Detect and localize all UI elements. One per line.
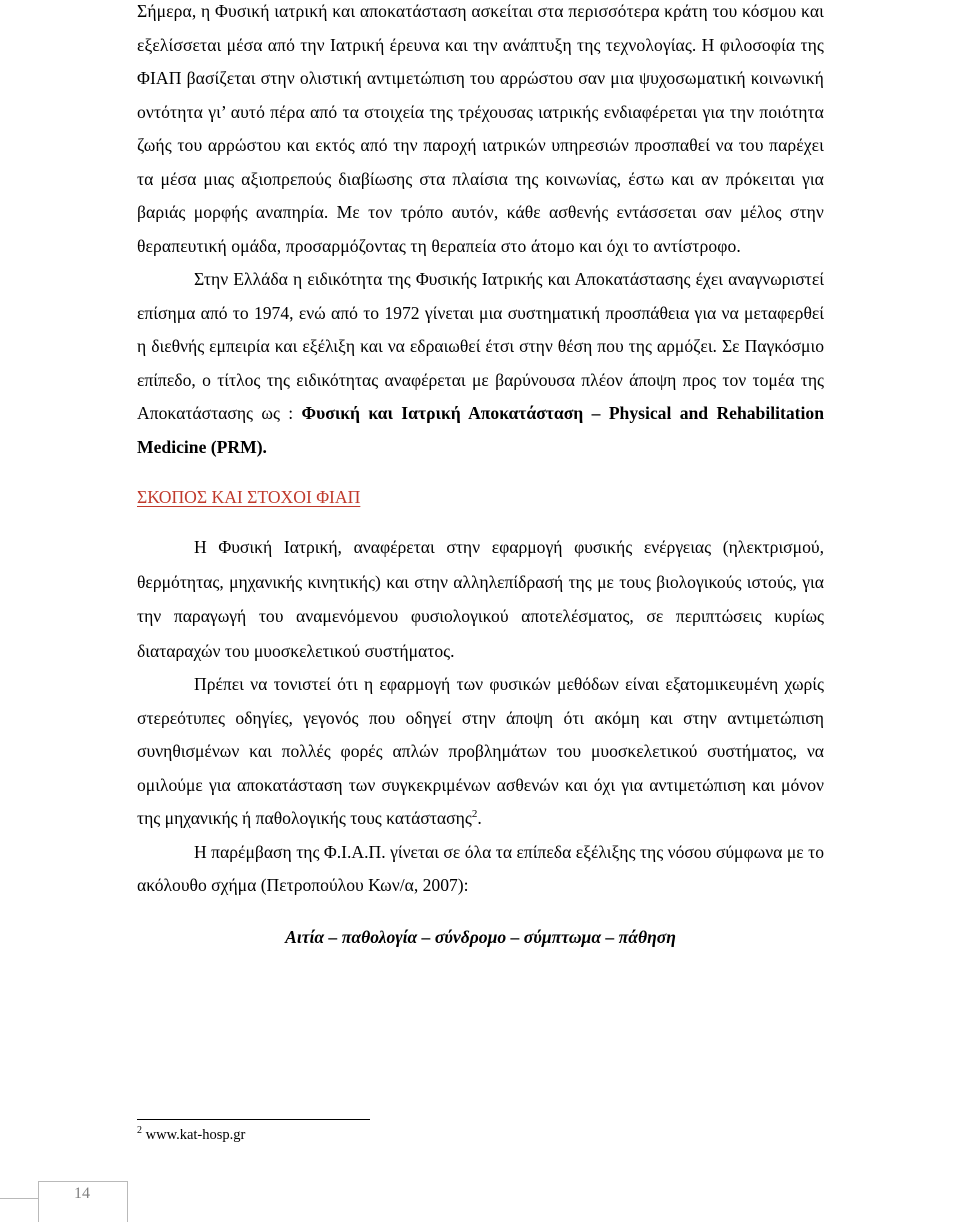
footnote	[137, 1127, 245, 1144]
greece-paragraph-text: Στην Ελλάδα η ειδικότητα της Φυσικής Ιατρικής και Αποκατάστασης έχει αναγνωριστεί επίσημα από το 1974, ενώ από το 1972 γίνεται μια συστηματική προσπάθεια για να μεταφερθεί η διεθνής εμπειρία και εξέλιξη και να εδραιωθεί έτσι στην θέση που της αρμόζει. Σε Παγκόσμιο επίπεδο, ο τίτλος της ειδικότητας αναφέρεται με βαρύνουσα πλέον άποψη προς τον τομέα της Αποκατάστασης ως :	[137, 269, 824, 423]
greece-paragraph	[137, 263, 824, 464]
methods-paragraph-text: Πρέπει να τονιστεί ότι η εφαρμογή των φυσικών μεθόδων είναι εξατομικευμένη χωρίς στερεότυπες οδηγίες, γεγονός που οδηγεί στην άποψη ότι ακόμη και στην αντιμετώπιση συνηθισμένων και πολλές φορές απλών προβλημάτων του μυοσκελετικού συστήματος, να ομιλούμε για αποκατάσταση των συγκεκριμένων ασθενών και όχι για αντιμετώπιση και μόνον της μηχανικής ή παθολογικής τους κατάστασης	[137, 674, 824, 828]
section-heading: ΣΚΟΠΟΣ ΚΑΙ ΣΤΟΧΟΙ ΦΙΑΠ	[137, 487, 361, 507]
intro-paragraph: Σήμερα, η Φυσική ιατρική και αποκατάσταση ασκείται στα περισσότερα κράτη του κόσμου και εξελίσσεται μέσα από την Ιατρική έρευνα και την ανάπτυξη της τεχνολογίας. Η φιλοσοφία της ΦΙΑΠ βασίζεται στην ολιστική αντιμετώπιση του αρρώστου σαν μια ψυχοσωματική κοινωνική οντότητα γι’ αυτό πέρα από τα στοιχεία της τρέχουσας ιατρικής ενδιαφέρεται για την ποιότητα ζωής του αρρώστου και εκτός από την παροχή ιατρικών υπηρεσιών προσπαθεί να του παρέχει τα μέσα μιας αξιοπρεπούς διαβίωσης στα πλαίσια της κοινωνίας, έστω και αν πρόκειται για βαριάς μορφής αναπηρία. Με τον τρόπο αυτόν, κάθε ασθενής εντάσσεται σαν μέλος στην θεραπευτική ομάδα, προσαρμόζοντας τη θεραπεία στο άτομο και όχι το αντίστροφο.	[137, 1, 824, 256]
page-number: 14	[74, 1185, 90, 1202]
footnote-number: 2	[137, 1125, 142, 1137]
methods-paragraph	[137, 668, 824, 836]
document-body	[137, 0, 824, 948]
footnote-ref: 2	[471, 808, 478, 821]
page-number-rule	[0, 1198, 38, 1199]
physical-medicine-paragraph: Η Φυσική Ιατρική, αναφέρεται στην εφαρμογή φυσικής ενέργειας (ηλεκτρισμού, θερμότητας, μηχανικής κινητικής) και στην αλληλεπίδρασή της με τους βιολογικούς ιστούς, για την παραγωγή του αναμενόμενου φυσιολογικού αποτελέσματος, σε περιπτώσεις κυρίως διαταραχών του μυοσκελετικού συστήματος.	[137, 537, 824, 661]
footnote-text: www.kat-hosp.gr	[142, 1127, 246, 1143]
intervention-paragraph: Η παρέμβαση της Φ.Ι.Α.Π. γίνεται σε όλα τα επίπεδα εξέλιξης της νόσου σύμφωνα με το ακόλουθο σχήμα (Πετροπούλου Κων/α, 2007):	[137, 841, 824, 895]
disease-scheme: Αιτία – παθολογία – σύνδρομο – σύμπτωμα – πάθηση	[285, 926, 676, 947]
footnote-separator	[137, 1119, 370, 1120]
methods-paragraph-end: .	[477, 808, 482, 828]
specialty-title: Φυσική και Ιατρική Αποκατάσταση – Physical and Rehabilitation Medicine (PRM).	[137, 403, 824, 457]
